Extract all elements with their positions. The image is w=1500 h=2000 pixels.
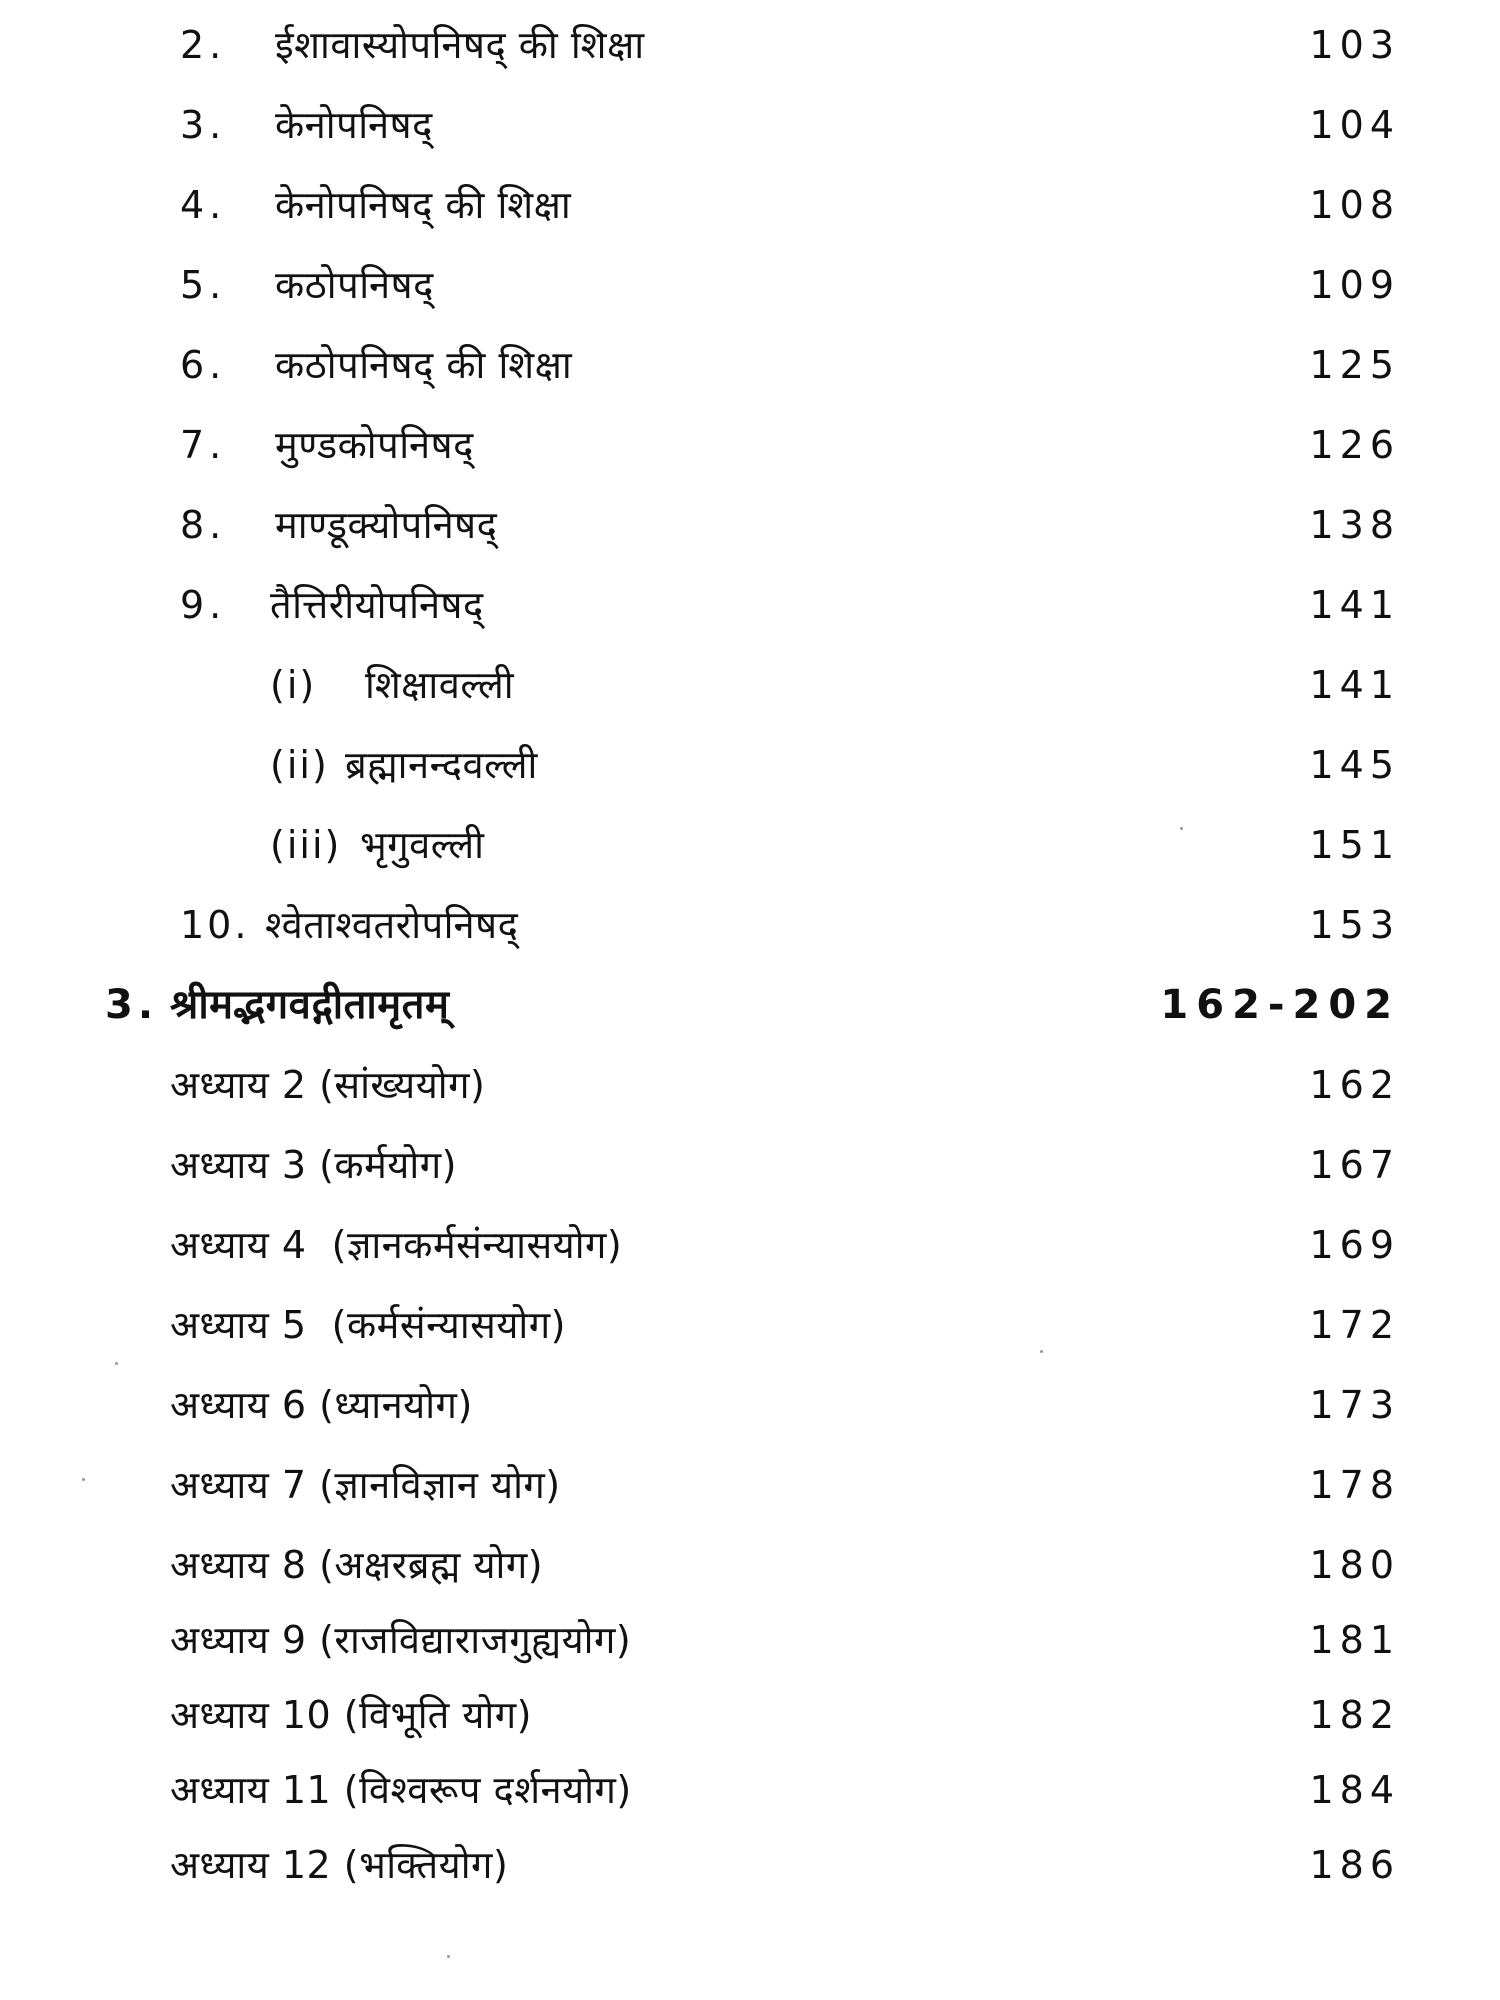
subentry-page: 151: [1309, 823, 1400, 867]
entry-number: 10.: [180, 903, 250, 947]
subentry-number: (iii): [270, 823, 342, 867]
chapter-page: 180: [1309, 1543, 1400, 1587]
subentry-page: 141: [1309, 663, 1400, 707]
toc-chapter-entry: [0, 1450, 1500, 1520]
chapter-page: 173: [1309, 1383, 1400, 1427]
paper-speck: [82, 1478, 85, 1481]
entry-page: 109: [1309, 263, 1400, 307]
entry-page: 125: [1309, 343, 1400, 387]
chapter-page: 167: [1309, 1143, 1400, 1187]
entry-number: 8.: [180, 503, 227, 547]
chapter-title: अध्याय 6 (ध्यानयोग): [170, 1383, 473, 1427]
toc-entry: [0, 10, 1500, 80]
section-page-range: 162-202: [1160, 982, 1400, 1028]
paper-speck: [447, 1955, 450, 1958]
toc-subentry: [0, 650, 1500, 720]
entry-number: 9.: [180, 583, 227, 627]
chapter-page: 162: [1309, 1063, 1400, 1107]
entry-number: 7.: [180, 423, 227, 467]
section-title: श्रीमद्भगवद्गीतामृतम्: [170, 982, 450, 1028]
subentry-number: (ii): [270, 743, 329, 787]
paper-speck: [1040, 1350, 1043, 1353]
toc-chapter-entry: [0, 1830, 1500, 1900]
toc-section-heading: [0, 970, 1500, 1040]
entry-title: तैत्तिरीयोपनिषद्: [270, 583, 484, 627]
entry-title: माण्डूक्योपनिषद्: [275, 503, 498, 547]
toc-entry: [0, 330, 1500, 400]
chapter-page: 182: [1309, 1693, 1400, 1737]
entry-page: 126: [1309, 423, 1400, 467]
entry-title: केनोपनिषद्: [275, 103, 433, 147]
entry-title: कठोपनिषद्: [275, 263, 434, 307]
chapter-title: अध्याय 11 (विश्वरूप दर्शनयोग): [170, 1768, 632, 1812]
chapter-title: अध्याय 5 (कर्मसंन्यासयोग): [170, 1303, 566, 1347]
toc-entry: [0, 490, 1500, 560]
toc-chapter-entry: [0, 1370, 1500, 1440]
entry-number: 2.: [180, 23, 227, 67]
entry-number: 4.: [180, 183, 227, 227]
subentry-title: शिक्षावल्ली: [365, 663, 515, 707]
toc-subentry: [0, 730, 1500, 800]
toc-chapter-entry: [0, 1755, 1500, 1825]
entry-page: 153: [1309, 903, 1400, 947]
toc-chapter-entry: [0, 1605, 1500, 1675]
toc-chapter-entry: [0, 1210, 1500, 1280]
toc-entry: [0, 170, 1500, 240]
chapter-page: 178: [1309, 1463, 1400, 1507]
entry-number: 3.: [180, 103, 227, 147]
paper-speck: [115, 1362, 118, 1365]
toc-entry: [0, 90, 1500, 160]
toc-entry: [0, 570, 1500, 640]
toc-entry: [0, 410, 1500, 480]
chapter-title: अध्याय 7 (ज्ञानविज्ञान योग): [170, 1463, 561, 1507]
entry-title: ईशावास्योपनिषद् की शिक्षा: [275, 23, 645, 67]
entry-title: कठोपनिषद् की शिक्षा: [275, 343, 573, 387]
entry-page: 138: [1309, 503, 1400, 547]
chapter-page: 181: [1309, 1618, 1400, 1662]
subentry-title: ब्रह्मानन्दवल्ली: [345, 743, 538, 787]
chapter-page: 169: [1309, 1223, 1400, 1267]
paper-speck: [1180, 827, 1183, 830]
entry-page: 141: [1309, 583, 1400, 627]
chapter-page: 186: [1309, 1843, 1400, 1887]
chapter-title: अध्याय 9 (राजविद्याराजगुह्ययोग): [170, 1618, 632, 1662]
entry-title: श्वेताश्वतरोपनिषद्: [265, 903, 519, 947]
entry-title: मुण्डकोपनिषद्: [275, 423, 474, 467]
toc-entry: [0, 250, 1500, 320]
chapter-title: अध्याय 4 (ज्ञानकर्मसंन्यासयोग): [170, 1223, 623, 1267]
toc-subentry: [0, 810, 1500, 880]
chapter-page: 184: [1309, 1768, 1400, 1812]
chapter-title: अध्याय 2 (सांख्ययोग): [170, 1063, 486, 1107]
chapter-page: 172: [1309, 1303, 1400, 1347]
toc-chapter-entry: [0, 1130, 1500, 1200]
chapter-title: अध्याय 8 (अक्षरब्रह्म योग): [170, 1543, 544, 1587]
chapter-title: अध्याय 3 (कर्मयोग): [170, 1143, 457, 1187]
entry-page: 104: [1309, 103, 1400, 147]
chapter-title: अध्याय 12 (भक्तियोग): [170, 1843, 509, 1887]
chapter-title: अध्याय 10 (विभूति योग): [170, 1693, 532, 1737]
entry-page: 108: [1309, 183, 1400, 227]
subentry-title: भृगुवल्ली: [360, 823, 485, 867]
toc-chapter-entry: [0, 1050, 1500, 1120]
subentry-number: (i): [270, 663, 317, 707]
section-number: 3.: [105, 982, 159, 1028]
entry-number: 5.: [180, 263, 227, 307]
entry-title: केनोपनिषद् की शिक्षा: [275, 183, 572, 227]
toc-entry: [0, 890, 1500, 960]
entry-number: 6.: [180, 343, 227, 387]
toc-chapter-entry: [0, 1290, 1500, 1360]
entry-page: 103: [1309, 23, 1400, 67]
toc-chapter-entry: [0, 1530, 1500, 1600]
subentry-page: 145: [1309, 743, 1400, 787]
toc-chapter-entry: [0, 1680, 1500, 1750]
